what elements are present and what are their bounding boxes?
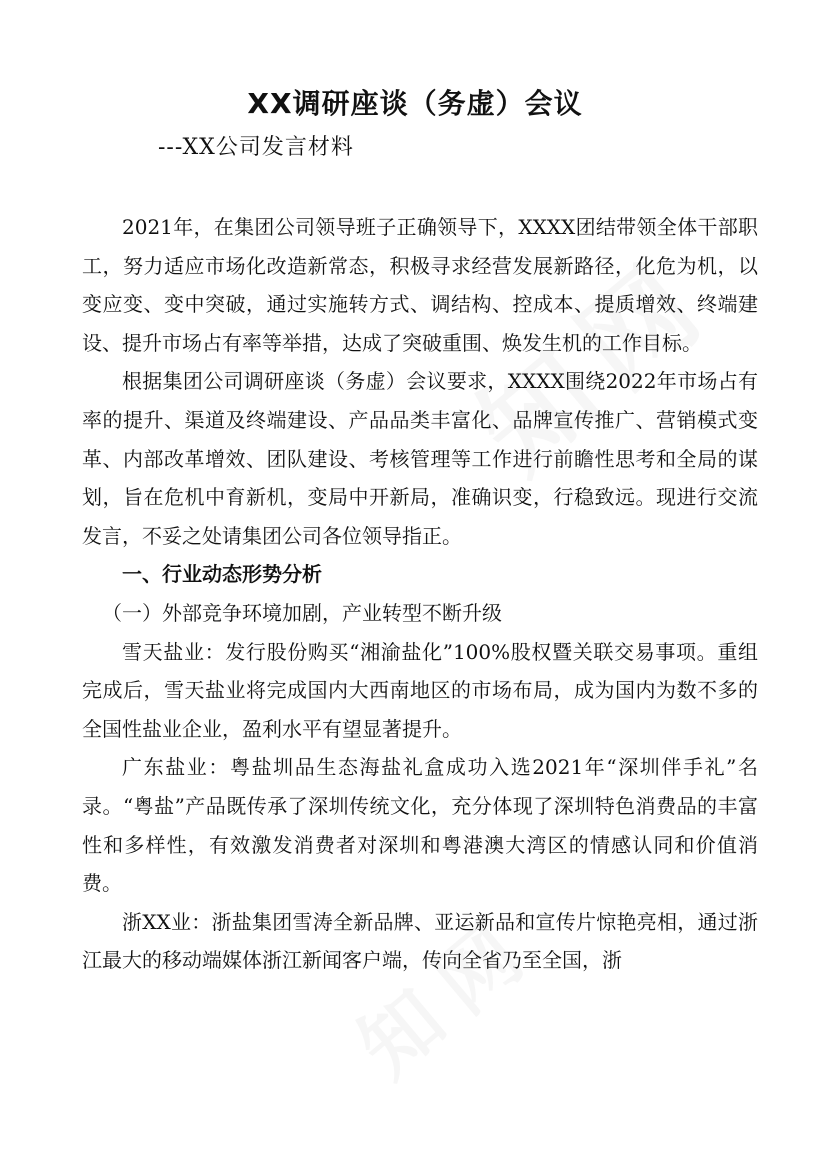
paragraph-intro: 2021年，在集团公司领导班子正确领导下，XXXX团结带领全体干部职工，努力适应市场化改造新常态，积极寻求经营发展新路径，化危为机，以变应变、变中突破，通过实施转方式、调结构、控成本、提质增效、终端建设、提升市场占有率等举措，达成了突破重围、焕发生机的工作目标。 — [82, 215, 758, 355]
paragraph-item: 雪天盐业：发行股份购买“湘渝盐化”100%股权暨关联交易事项。重组完成后，雪天盐业将完成国内大西南地区的市场布局，成为国内为数不多的全国性盐业企业，盈利水平有望显著提升。 — [82, 639, 758, 741]
paragraph-item: 浙XX业：浙盐集团雪涛全新品牌、亚运新品和宣传片惊艳亮相，通过浙江最大的移动端媒体浙江新闻客户端，传向全省乃至全国，浙 — [82, 909, 758, 973]
paragraph-purpose: 根据集团公司调研座谈（务虚）会议要求，XXXX围绕2022年市场占有率的提升、渠道及终端建设、产品品类丰富化、品牌宣传推广、营销模式变革、内部改革增效、团队建设、考核管理等工作进行前瞻性思考和全局的谋划，旨在危机中育新机，变局中开新局，准确识变，行稳致远。现进行交流发言，不妥之处请集团公司各位领导指正。 — [82, 369, 758, 548]
document-subtitle: ---XX公司发言材料 — [158, 135, 354, 160]
section-heading: 一、行业动态形势分析 — [122, 562, 322, 587]
paragraph-item: 广东盐业：粤盐圳品生态海盐礼盒成功入选2021年“深圳伴手礼”名录。“粤盐”产品既传承了深圳传统文化，充分体现了深圳特色消费品的丰富性和多样性，有效激发消费者对深圳和粤港澳大湾区的情感认同和价值消费。 — [82, 755, 758, 896]
document-body — [82, 208, 758, 980]
subsection-heading: （一）外部竞争环境加剧，产业转型不断升级 — [102, 600, 502, 625]
document-title: XX调研座谈（务虚）会议 — [247, 87, 583, 120]
